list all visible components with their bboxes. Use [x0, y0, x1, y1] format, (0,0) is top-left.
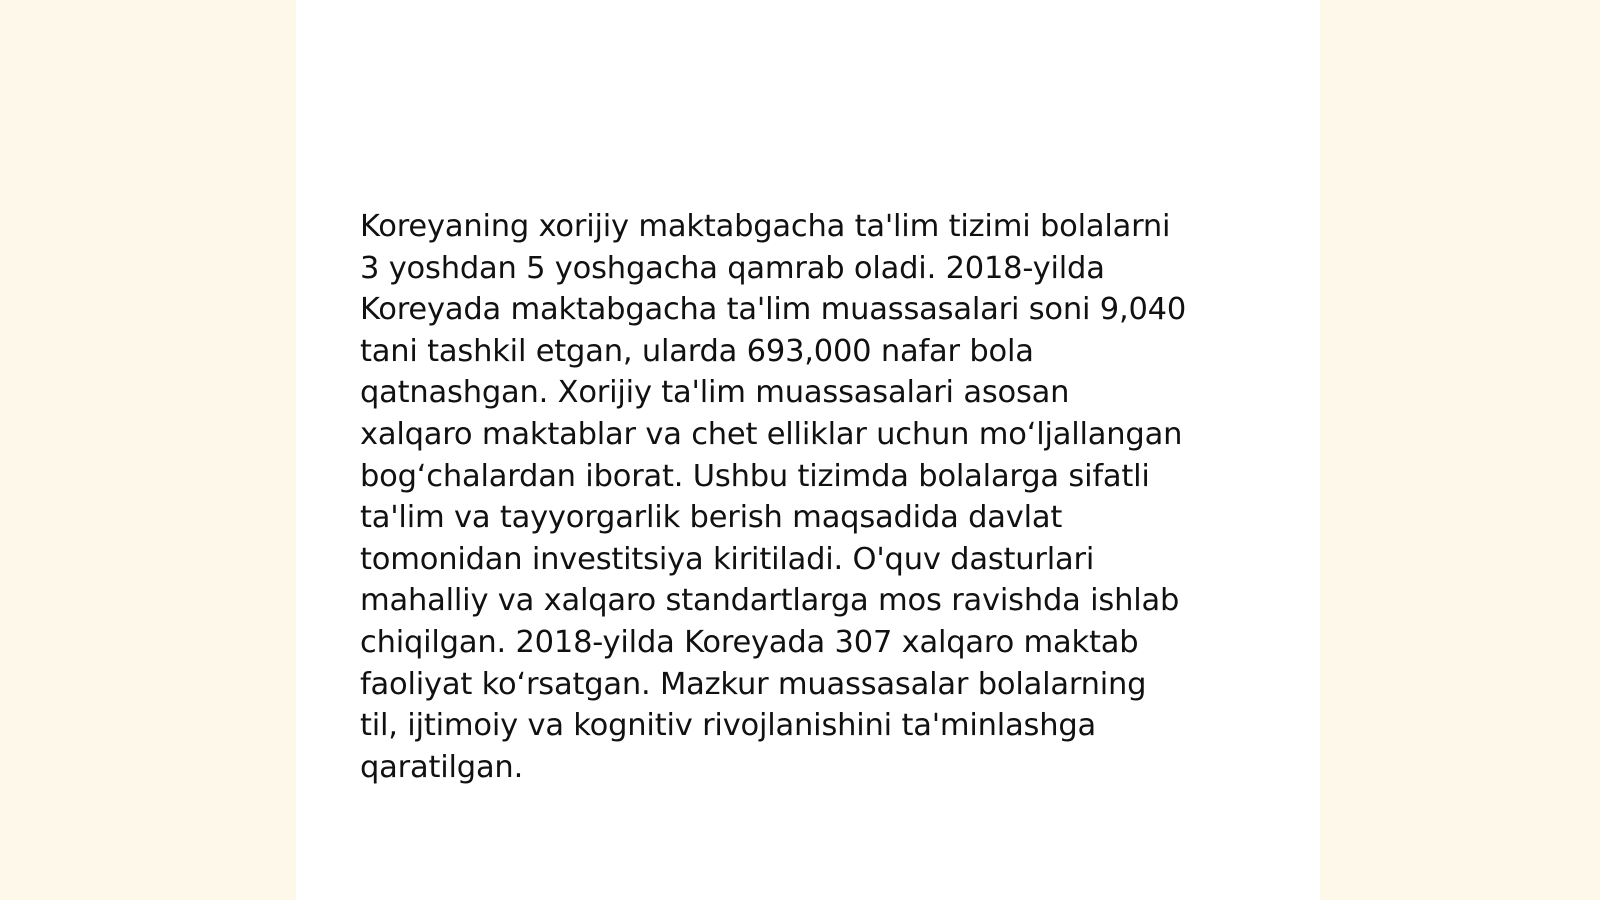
- paragraph-line: 3 yoshdan 5 yoshgacha qamrab oladi. 2018-yilda: [360, 250, 1105, 286]
- document-page: [296, 0, 1320, 900]
- body-paragraph: [360, 206, 1260, 788]
- paragraph-line: bog‘chalardan iborat. Ushbu tizimda bolalarga sifatli: [360, 458, 1150, 494]
- paragraph-line: Koreyada maktabgacha ta'lim muassasalari soni 9,040: [360, 292, 1187, 328]
- paragraph-line: faoliyat ko‘rsatgan. Mazkur muassasalar bolalarning: [360, 666, 1147, 702]
- paragraph-line: qaratilgan.: [360, 749, 524, 785]
- paragraph-line: xalqaro maktablar va chet elliklar uchun mo‘ljallangan: [360, 416, 1183, 452]
- paragraph-line: Koreyaning xorijiy maktabgacha ta'lim tizimi bolalarni: [360, 209, 1171, 244]
- paragraph-line: tomonidan investitsiya kiritiladi. O'quv dasturlari: [360, 541, 1095, 577]
- paragraph-line: chiqilgan. 2018-yilda Koreyada 307 xalqaro maktab: [360, 624, 1139, 660]
- paragraph-line: tani tashkil etgan, ularda 693,000 nafar bola: [360, 333, 1034, 369]
- paragraph-line: qatnashgan. Xorijiy ta'lim muassasalari asosan: [360, 375, 1070, 411]
- paragraph-line: ta'lim va tayyorgarlik berish maqsadida davlat: [360, 500, 1063, 536]
- paragraph-line: til, ijtimoiy va kognitiv rivojlanishini ta'minlashga: [360, 708, 1097, 744]
- paragraph-line: mahalliy va xalqaro standartlarga mos ravishda ishlab: [360, 583, 1180, 619]
